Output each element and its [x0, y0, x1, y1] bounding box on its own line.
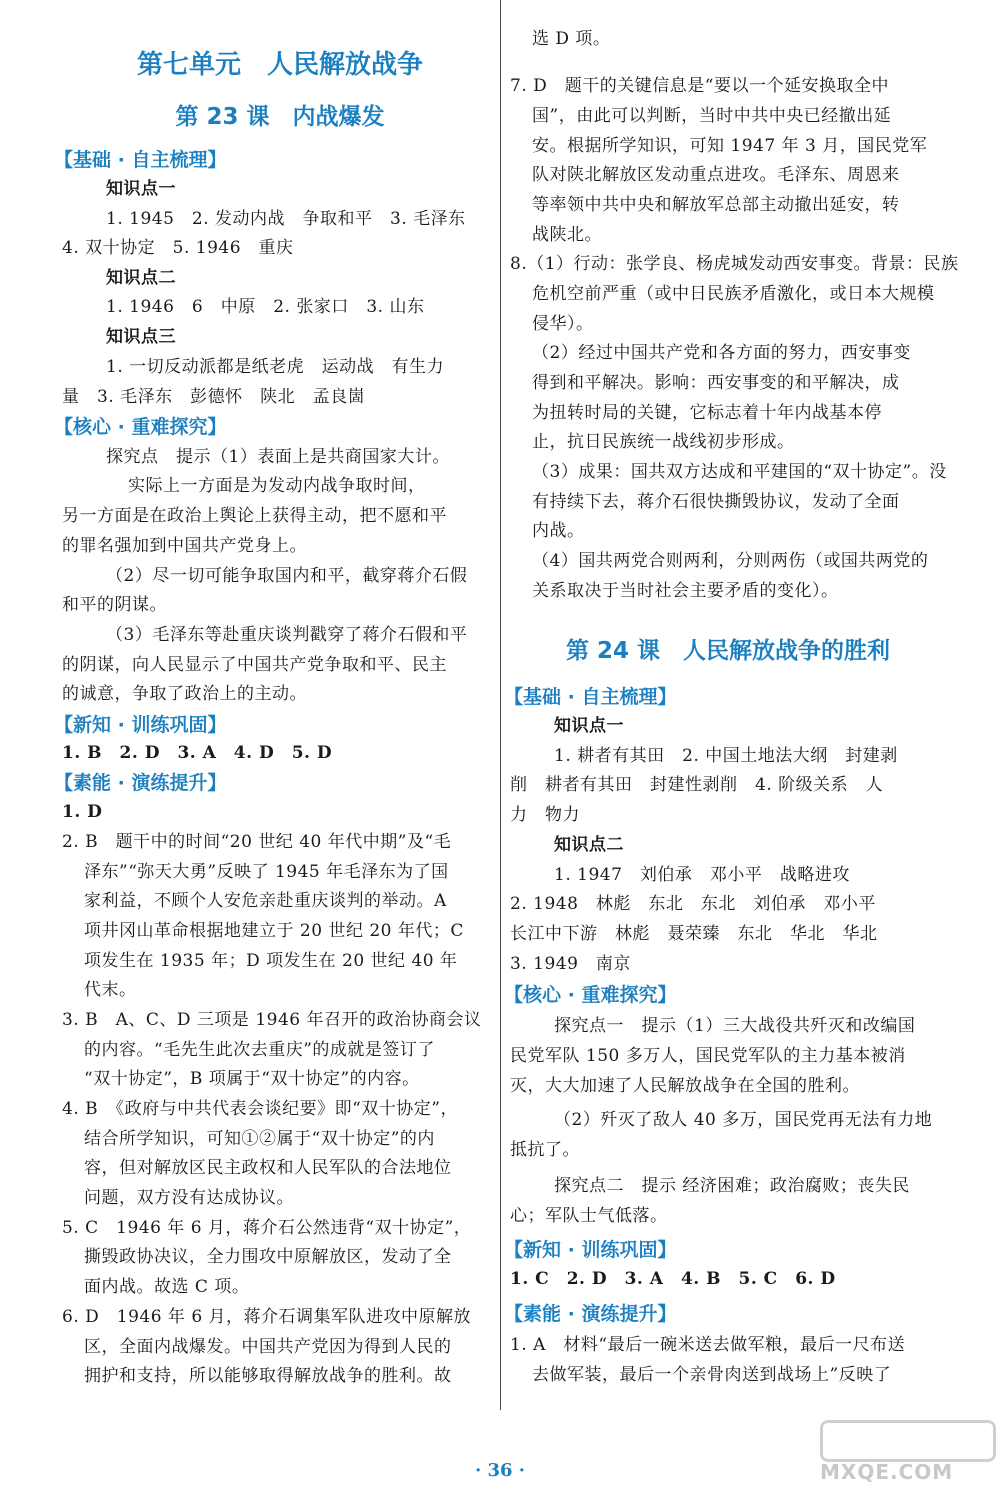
text-line: 得到和平解决。影响：西安事变的和平解决，成	[532, 373, 900, 393]
answer-line: 1. A 材料“最后一碗米送去做军粮，最后一尺布送	[510, 1335, 906, 1355]
text-line: 1. 耕者有其田 2. 中国土地法大纲 封建剥	[554, 746, 898, 766]
text-line: 量 3. 毛泽东 彭德怀 陕北 孟良崮	[62, 387, 366, 407]
unit-title: 第七单元 人民解放战争	[136, 50, 423, 80]
answer-line: 4. B 《政府与中共代表会谈纪要》即“双十协定”，	[62, 1099, 458, 1119]
text-line: “双十协定”，B 项属于“双十协定”的内容。	[84, 1069, 420, 1089]
text-line: 拥护和支持，所以能够取得解放战争的胜利。故	[84, 1366, 452, 1386]
text-line: 民党军队 150 多万人，国民党军队的主力基本被消	[510, 1046, 906, 1066]
text-line: 的阴谋，向人民显示了中国共产党争取和平、民主	[62, 655, 447, 675]
text-line: 选 D 项。	[532, 29, 611, 49]
text-line: 抵抗了。	[510, 1140, 580, 1160]
text-line: 面内战。故选 C 项。	[84, 1277, 250, 1297]
section-heading: 【核心 · 重难探究】	[54, 416, 227, 438]
text-line: 项发生在 1935 年；D 项发生在 20 世纪 40 年	[84, 951, 458, 971]
section-heading: 【基础 · 自主梳理】	[504, 686, 677, 708]
section-heading: 【核心 · 重难探究】	[504, 984, 677, 1006]
column-divider	[500, 0, 501, 1410]
text-line: 力 物力	[510, 805, 580, 825]
text-line: 为扭转时局的关键，它标志着十年内战基本停	[532, 403, 882, 423]
text-line: 探究点二 提示 经济困难；政治腐败；丧失民	[554, 1176, 910, 1196]
answer-line: 8.（1）行动：张学良、杨虎城发动西安事变。背景：民族	[510, 254, 959, 274]
section-heading: 【素能 · 演练提升】	[54, 772, 227, 794]
text-line: （3）毛泽东等赴重庆谈判戳穿了蒋介石假和平	[106, 625, 468, 645]
text-line: 有持续下去，蒋介石很快撕毁协议，发动了全面	[532, 492, 900, 512]
text-line: 容，但对解放区民主政权和人民军队的合法地位	[84, 1158, 452, 1178]
knowledge-point-heading: 知识点二	[554, 835, 624, 855]
text-line: 内战。	[532, 521, 585, 541]
answer-line: 2. B 题干中的时间“20 世纪 40 年代中期”及“毛	[62, 832, 452, 852]
text-line: 项井冈山革命根据地建立于 20 世纪 20 年代；C	[84, 921, 464, 941]
text-line: 的内容。“毛先生此次去重庆”的成就是签订了	[84, 1040, 435, 1060]
text-line: 和平的阴谋。	[62, 595, 167, 615]
text-line: 等率领中共中央和解放军总部主动撤出延安，转	[532, 195, 900, 215]
page-number: · 36 ·	[474, 1460, 526, 1481]
text-line: 心；军队士气低落。	[510, 1206, 668, 1226]
text-line: 国”，由此可以判断，当时中共中央已经撤出延	[532, 106, 892, 126]
text-line: 家利益，不顾个人安危亲赴重庆谈判的举动。A	[84, 891, 447, 911]
text-line: 探究点 提示（1）表面上是共商国家大计。	[106, 447, 450, 467]
text-line: 去做军装，最后一个亲骨肉送到战场上”反映了	[532, 1365, 892, 1385]
text-line: 队对陕北解放区发动重点进攻。毛泽东、周恩来	[532, 165, 900, 185]
text-line: 的诚意，争取了政治上的主动。	[62, 684, 307, 704]
text-line: 3. 1949 南京	[510, 954, 631, 974]
answer-line: 1. D	[62, 802, 103, 822]
text-line: 撕毁政协决议，全力围攻中原解放区，发动了全	[84, 1247, 452, 1267]
text-line: （2）尽一切可能争取国内和平，截穿蒋介石假	[106, 566, 468, 586]
text-line: 泽东”“弥天大勇”反映了 1945 年毛泽东为了国	[84, 862, 449, 882]
text-line: （2）歼灭了敌人 40 多万，国民党再无法有力地	[554, 1110, 933, 1130]
text-line: 关系取决于当时社会主要矛盾的变化）。	[532, 581, 839, 601]
text-line: 另一方面是在政治上舆论上获得主动，把不愿和平	[62, 506, 447, 526]
text-line: 结合所学知识，可知①②属于“双十协定”的内	[84, 1129, 435, 1149]
answer-line: 3. B A、C、D 三项是 1946 年召开的政治协商会议	[62, 1010, 482, 1030]
section-heading: 【新知 · 训练巩固】	[54, 714, 227, 736]
text-line: 代末。	[84, 980, 137, 1000]
text-line: 4. 双十协定 5. 1946 重庆	[62, 238, 294, 258]
text-line: 削 耕者有其田 封建性剥削 4. 阶级关系 人	[510, 775, 884, 795]
answer-line: 5. C 1946 年 6 月，蒋介石公然违背“双十协定”，	[62, 1218, 472, 1238]
answer-line: 7. D 题干的关键信息是“要以一个延安换取全中	[510, 76, 889, 96]
knowledge-point-heading: 知识点二	[106, 268, 176, 288]
text-line: 止，抗日民族统一战线初步形成。	[532, 432, 795, 452]
text-line: 灭，大大加速了人民解放战争在全国的胜利。	[510, 1076, 860, 1096]
text-line: 1. 1946 6 中原 2. 张家口 3. 山东	[106, 297, 425, 317]
knowledge-point-heading: 知识点一	[554, 716, 624, 736]
text-line: 1. 一切反动派都是纸老虎 运动战 有生力	[106, 357, 445, 377]
answer-line: 1. C 2. D 3. A 4. B 5. C 6. D	[510, 1269, 836, 1289]
text-line: （2）经过中国共产党和各方面的努力，西安事变	[532, 343, 911, 363]
knowledge-point-heading: 知识点三	[106, 327, 176, 347]
section-heading: 【新知 · 训练巩固】	[504, 1239, 677, 1261]
text-line: （3）成果：国共双方达成和平建国的“双十协定”。没	[532, 462, 947, 482]
watermark-text: MXQE.COM	[820, 1460, 954, 1484]
text-line: 的罪名强加到中国共产党身上。	[62, 536, 307, 556]
text-line: 2. 1948 林彪 东北 东北 刘伯承 邓小平	[510, 894, 876, 914]
text-line: 实际上一方面是为发动内战争取时间，	[128, 476, 426, 496]
section-heading: 【基础 · 自主梳理】	[54, 149, 227, 171]
section-heading: 【素能 · 演练提升】	[504, 1303, 677, 1325]
knowledge-point-heading: 知识点一	[106, 179, 176, 199]
text-line: 危机空前严重（或中日民族矛盾激化，或日本大规模	[532, 284, 935, 304]
text-line: 1. 1945 2. 发动内战 争取和平 3. 毛泽东	[106, 209, 466, 229]
text-line: 战陕北。	[532, 225, 602, 245]
answer-line: 1. B 2. D 3. A 4. D 5. D	[62, 743, 333, 763]
text-line: 问题，双方没有达成协议。	[84, 1188, 294, 1208]
text-line: 长江中下游 林彪 聂荣臻 东北 华北 华北	[510, 924, 878, 944]
text-line: （4）国共两党合则两利，分则两伤（或国共两党的	[532, 551, 929, 571]
answer-line: 6. D 1946 年 6 月，蒋介石调集军队进攻中原解放	[62, 1307, 472, 1327]
text-line: 1. 1947 刘伯承 邓小平 战略进攻	[554, 865, 850, 885]
text-line: 探究点一 提示（1）三大战役共歼灭和改编国	[554, 1016, 916, 1036]
text-line: 安。根据所学知识，可知 1947 年 3 月，国民党军	[532, 136, 928, 156]
text-line: 区，全面内战爆发。中国共产党因为得到人民的	[84, 1337, 452, 1357]
lesson-24-title: 第 24 课 人民解放战争的胜利	[565, 638, 891, 664]
watermark-logo	[820, 1420, 996, 1462]
lesson-23-title: 第 23 课 内战爆发	[175, 104, 385, 130]
text-line: 侵华）。	[532, 314, 594, 334]
